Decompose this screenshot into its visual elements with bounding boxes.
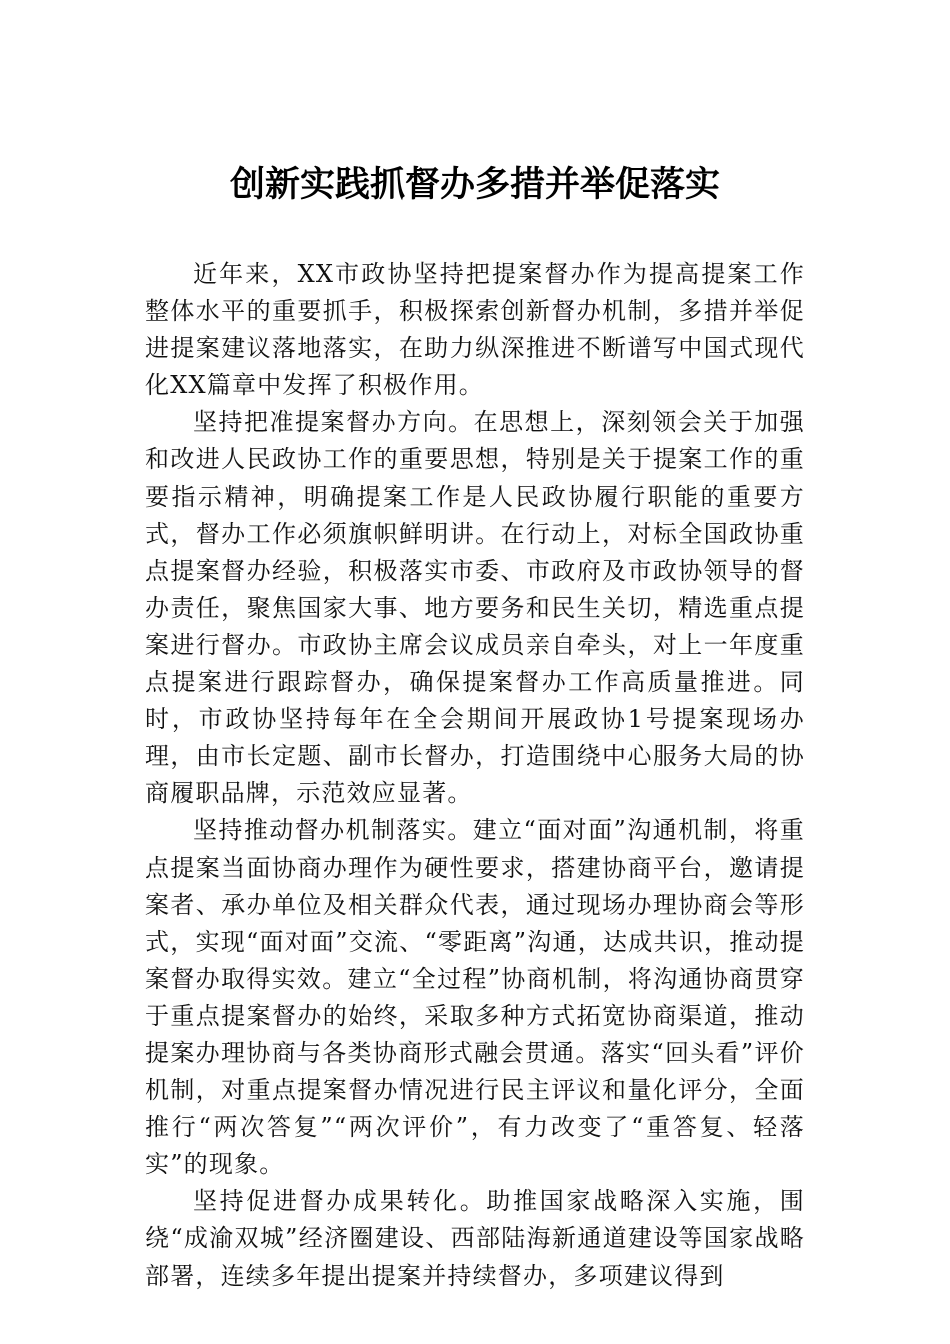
- document-body: [145, 256, 805, 1295]
- paragraph-intro: 近年来，XX市政协坚持把提案督办作为提高提案工作整体水平的重要抓手，积极探索创新督办机制，多措并举促进提案建议落地落实，在助力纵深推进不断谱写中国式现代化XX篇章中发挥了积极作用。: [145, 260, 805, 400]
- paragraph-direction: 坚持把准提案督办方向。在思想上，深刻领会关于加强和改进人民政协工作的重要思想，特别是关于提案工作的重要指示精神，明确提案工作是人民政协履行职能的重要方式，督办工作必须旗帜鲜明讲。在行动上，对标全国政协重点提案督办经验，积极落实市委、市政府及市政协领导的督办责任，聚焦国家大事、地方要务和民生关切，精选重点提案进行督办。市政协主席会议成员亲自牵头，对上一年度重点提案进行跟踪督办，确保提案督办工作高质量推进。同时，市政协坚持每年在全会期间开展政协1号提案现场办理，由市长定题、副市长督办，打造围绕中心服务大局的协商履职品牌，示范效应显著。: [145, 408, 805, 808]
- paragraph-mechanism: 坚持推动督办机制落实。建立“面对面”沟通机制，将重点提案当面协商办理作为硬性要求，搭建协商平台，邀请提案者、承办单位及相关群众代表，通过现场办理协商会等形式，实现“面对面”交流、“零距离”沟通，达成共识，推动提案督办取得实效。建立“全过程”协商机制，将沟通协商贯穿于重点提案督办的始终，采取多种方式拓宽协商渠道，推动提案办理协商与各类协商形式融会贯通。落实“回头看”评价机制，对重点提案督办情况进行民主评议和量化评分，全面推行“两次答复”“两次评价”，有力改变了“重答复、轻落实”的现象。: [145, 816, 805, 1179]
- paragraph-results: 坚持促进督办成果转化。助推国家战略深入实施，围绕“成渝双城”经济圈建设、西部陆海新通道建设等国家战略部署，连续多年提出提案并持续督办，多项建议得到: [145, 1187, 805, 1290]
- document-title: 创新实践抓督办多措并举促落实: [229, 164, 720, 205]
